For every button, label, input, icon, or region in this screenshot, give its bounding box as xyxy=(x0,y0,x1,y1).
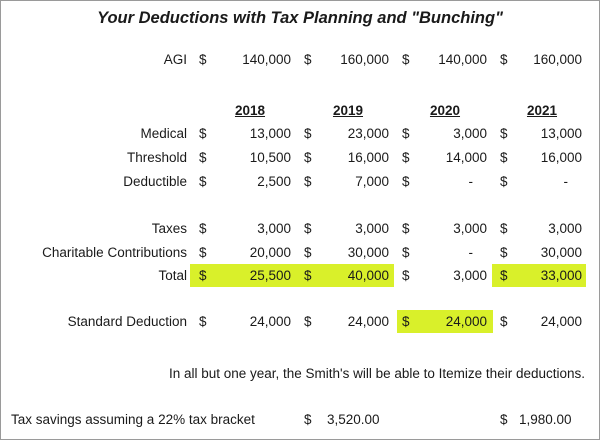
dollar-sign: $ xyxy=(500,150,508,165)
dollar-sign: $ xyxy=(500,268,508,283)
dollar-sign: $ xyxy=(199,174,207,189)
threshold-2020: 14,000 xyxy=(445,150,487,165)
dollar-sign: $ xyxy=(304,245,312,260)
dollar-sign: $ xyxy=(304,314,312,329)
taxes-2018: 3,000 xyxy=(257,221,291,236)
dollar-sign: $ xyxy=(199,268,207,283)
deductible-2021: - xyxy=(563,174,568,189)
medical-2021: 13,000 xyxy=(540,126,582,141)
agi-label: AGI xyxy=(163,52,187,67)
dollar-sign: $ xyxy=(304,268,312,283)
threshold-2021: 16,000 xyxy=(540,150,582,165)
dollar-sign: $ xyxy=(500,174,508,189)
dollar-sign: $ xyxy=(402,150,410,165)
medical-2018: 13,000 xyxy=(249,126,291,141)
dollar-sign: $ xyxy=(304,150,312,165)
charitable-2020: - xyxy=(468,245,473,260)
dollar-sign: $ xyxy=(199,221,207,236)
agi-2020: 140,000 xyxy=(438,52,487,67)
tax-savings-2021: 1,980.00 xyxy=(519,412,572,427)
dollar-sign: $ xyxy=(199,150,207,165)
taxes-2021: 3,000 xyxy=(548,221,582,236)
charitable-2018: 20,000 xyxy=(249,245,291,260)
threshold-label: Threshold xyxy=(126,150,187,165)
total-2019: 40,000 xyxy=(347,268,389,283)
taxes-label: Taxes xyxy=(151,221,187,236)
medical-label: Medical xyxy=(140,126,187,141)
dollar-sign: $ xyxy=(304,52,312,67)
deductible-2020: - xyxy=(468,174,473,189)
standard-2018: 24,000 xyxy=(249,314,291,329)
year-header-2018: 2018 xyxy=(234,103,266,118)
standard-2021: 24,000 xyxy=(540,314,582,329)
total-2020: 3,000 xyxy=(453,268,487,283)
taxes-2020: 3,000 xyxy=(453,221,487,236)
dollar-sign: $ xyxy=(402,126,410,141)
sheet-title: Your Deductions with Tax Planning and "Bunching" xyxy=(97,9,503,27)
tax-savings-2019: 3,520.00 xyxy=(327,412,380,427)
dollar-sign: $ xyxy=(402,314,410,329)
dollar-sign: $ xyxy=(199,126,207,141)
deductible-label: Deductible xyxy=(123,174,187,189)
dollar-sign: $ xyxy=(500,314,508,329)
standard-2019: 24,000 xyxy=(347,314,389,329)
dollar-sign: $ xyxy=(402,52,410,67)
charitable-2019: 30,000 xyxy=(347,245,389,260)
deductible-2019: 7,000 xyxy=(355,174,389,189)
threshold-2018: 10,500 xyxy=(249,150,291,165)
dollar-sign: $ xyxy=(199,314,207,329)
standard-deduction-label: Standard Deduction xyxy=(67,314,187,329)
total-label: Total xyxy=(158,268,187,283)
standard-2020: 24,000 xyxy=(445,314,487,329)
dollar-sign: $ xyxy=(402,245,410,260)
year-header-2021: 2021 xyxy=(526,103,558,118)
dollar-sign: $ xyxy=(500,221,508,236)
dollar-sign: $ xyxy=(199,52,207,67)
dollar-sign: $ xyxy=(304,174,312,189)
dollar-sign: $ xyxy=(304,126,312,141)
charitable-2021: 30,000 xyxy=(540,245,582,260)
dollar-sign: $ xyxy=(500,126,508,141)
dollar-sign: $ xyxy=(500,412,508,427)
agi-2019: 160,000 xyxy=(340,52,389,67)
dollar-sign: $ xyxy=(500,245,508,260)
dollar-sign: $ xyxy=(500,52,508,67)
year-header-2019: 2019 xyxy=(332,103,364,118)
itemize-note: In all but one year, the Smith's will be able to Itemize their deductions. xyxy=(168,366,585,381)
medical-2019: 23,000 xyxy=(347,126,389,141)
year-header-2020: 2020 xyxy=(429,103,461,118)
total-2018: 25,500 xyxy=(249,268,291,283)
threshold-2019: 16,000 xyxy=(347,150,389,165)
dollar-sign: $ xyxy=(304,412,312,427)
agi-2018: 140,000 xyxy=(242,52,291,67)
dollar-sign: $ xyxy=(402,221,410,236)
taxes-2019: 3,000 xyxy=(355,221,389,236)
dollar-sign: $ xyxy=(199,245,207,260)
dollar-sign: $ xyxy=(402,174,410,189)
deductible-2018: 2,500 xyxy=(257,174,291,189)
tax-savings-label: Tax savings assuming a 22% tax bracket xyxy=(11,412,255,427)
dollar-sign: $ xyxy=(402,268,410,283)
agi-2021: 160,000 xyxy=(533,52,582,67)
medical-2020: 3,000 xyxy=(453,126,487,141)
dollar-sign: $ xyxy=(304,221,312,236)
total-2021: 33,000 xyxy=(540,268,582,283)
charitable-label: Charitable Contributions xyxy=(42,245,187,260)
